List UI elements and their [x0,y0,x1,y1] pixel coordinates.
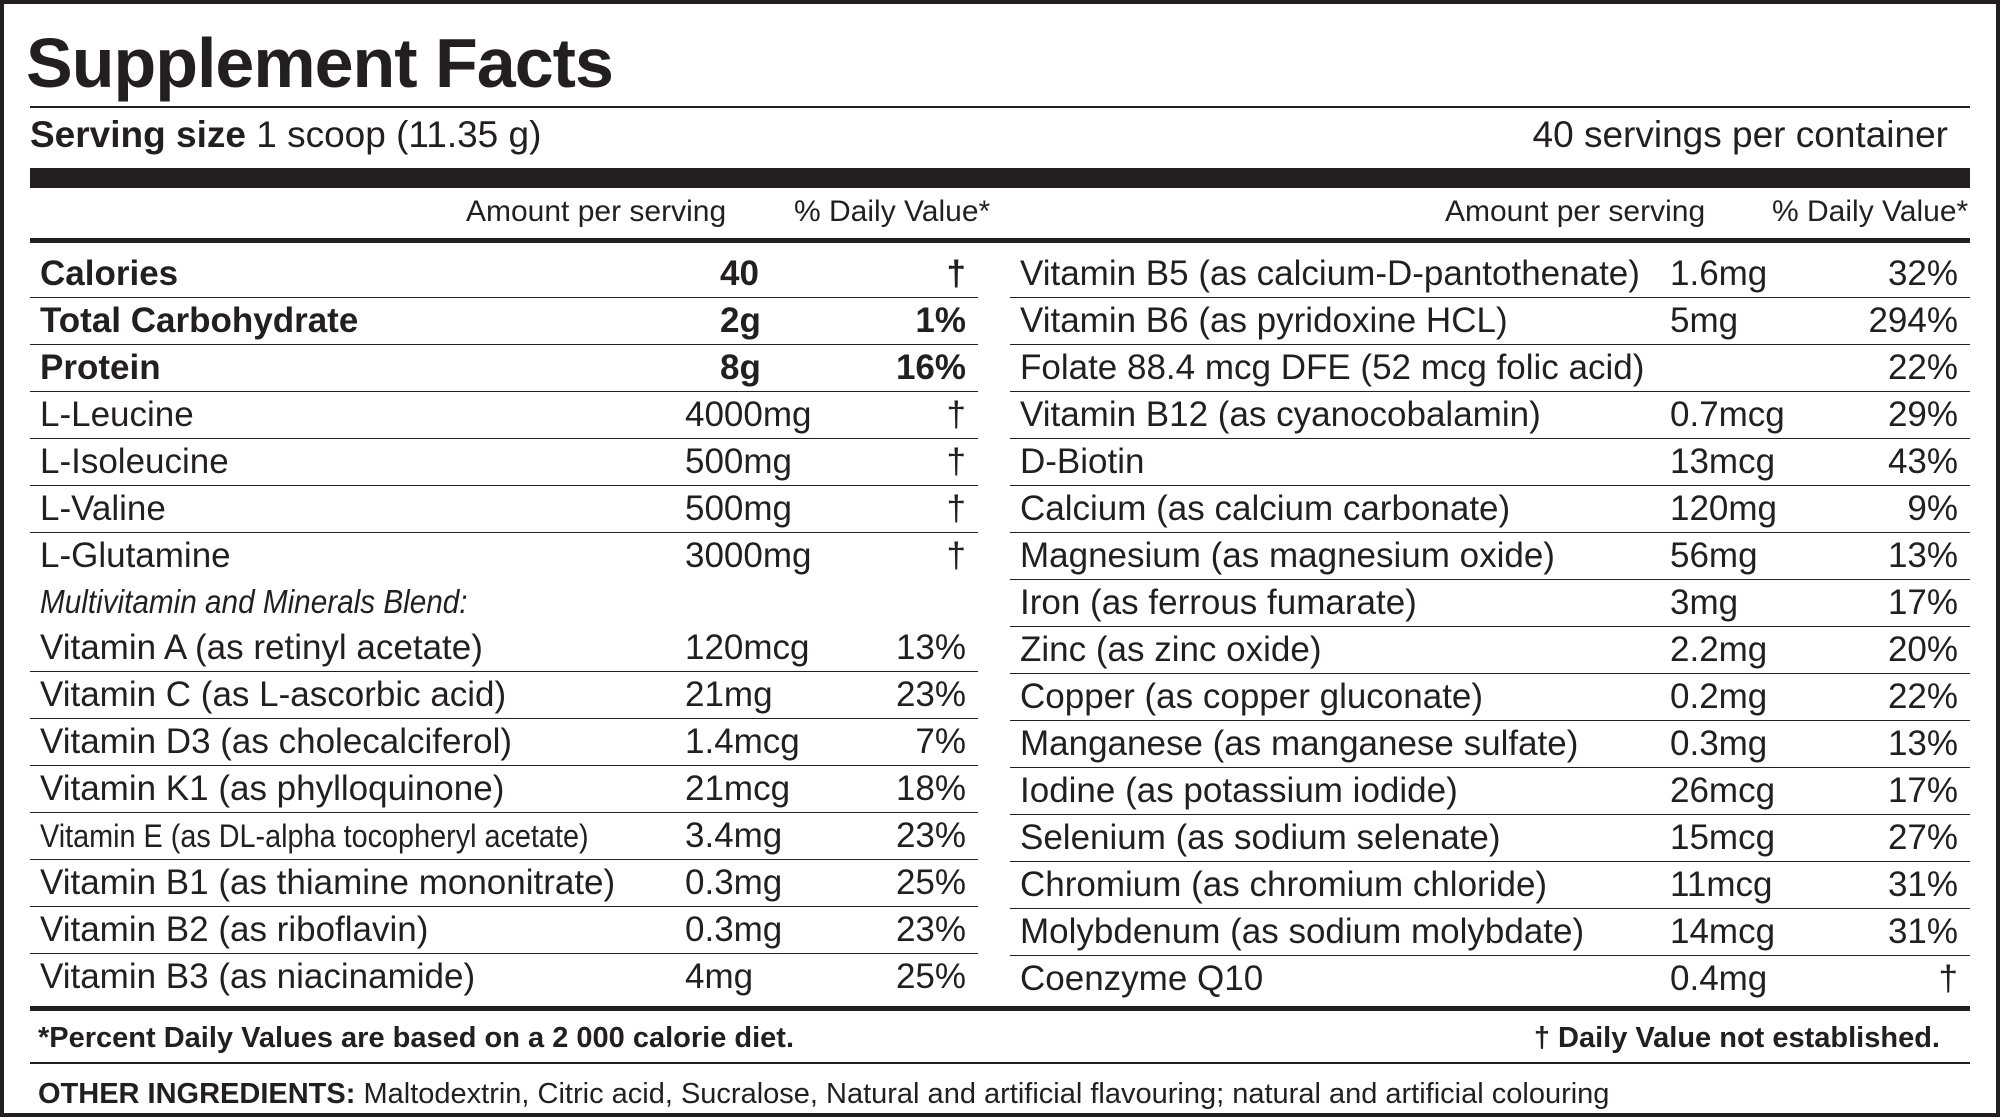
nutrient-daily-value: † [946,395,966,434]
nutrient-row [30,486,978,533]
footer-divider [30,1006,1970,1011]
nutrient-amount: 120mg [1670,489,1778,528]
nutrient-amount: 0.4mg [1670,959,1768,998]
nutrient-daily-value: 294% [1868,301,1958,340]
nutrient-row [1010,439,1970,486]
nutrient-name: Vitamin B12 (as cyanocobalamin) [1020,395,1541,434]
nutrient-amount: 120mcg [685,628,810,667]
panel-title: Supplement Facts [26,24,613,102]
nutrient-name: Vitamin B6 (as pyridoxine HCL) [1020,301,1508,340]
header-divider [30,238,1970,243]
nutrient-daily-value: † [946,442,966,481]
nutrient-daily-value: 13% [895,628,966,667]
nutrient-row [1010,298,1970,345]
divider [30,106,1970,108]
nutrient-row [30,345,978,392]
nutrient-row [30,907,978,954]
nutrient-name: Protein [40,348,161,387]
nutrient-amount: 15mcg [1670,818,1776,857]
nutrient-daily-value: 32% [1887,254,1958,293]
nutrient-daily-value: † [946,536,966,575]
nutrient-amount: 0.3mg [685,910,783,949]
nutrient-name: Vitamin B5 (as calcium-D-pantothenate) [1020,254,1640,293]
nutrient-daily-value: 31% [1887,912,1958,951]
nutrient-name: Vitamin D3 (as cholecalciferol) [40,722,513,761]
nutrient-name: Vitamin A (as retinyl acetate) [40,628,483,667]
thick-divider [30,168,1970,188]
nutrient-name: Vitamin E (as DL-alpha tocopheryl acetate) [40,818,589,854]
nutrient-row [1010,392,1970,439]
nutrient-amount: 2g [720,301,761,340]
nutrient-amount: 5mg [1670,301,1739,340]
nutrient-amount: 14mcg [1670,912,1776,951]
nutrient-name: Calcium (as calcium carbonate) [1020,489,1511,528]
nutrient-daily-value: 9% [1907,489,1958,528]
nutrient-amount: 13mcg [1670,442,1776,481]
nutrient-daily-value: 7% [915,722,966,761]
nutrient-amount: 26mcg [1670,771,1776,810]
nutrient-daily-value: 22% [1887,677,1958,716]
nutrient-amount: 8g [720,348,761,387]
nutrient-daily-value: † [946,489,966,528]
nutrient-daily-value: 16% [895,348,966,387]
nutrient-name: Vitamin B2 (as riboflavin) [40,910,429,949]
nutrient-amount: 1.6mg [1670,254,1768,293]
nutrient-amount: 0.7mcg [1670,395,1785,434]
nutrient-row [30,579,978,625]
nutrient-amount: 21mg [685,675,773,714]
nutrient-row [1010,768,1970,815]
nutrient-name: L-Glutamine [40,536,231,575]
nutrient-row [30,860,978,907]
nutrient-name: Magnesium (as magnesium oxide) [1020,536,1555,575]
nutrient-daily-value: † [1938,959,1958,998]
nutrient-amount: 40 [720,254,759,293]
nutrient-row [1010,627,1970,674]
nutrient-amount: 1.4mcg [685,722,800,761]
nutrient-row [30,625,978,672]
nutrient-row [30,298,978,345]
nutrient-amount: 0.3mg [685,863,783,902]
nutrient-row [1010,815,1970,862]
serving-size-value: 1 scoop (11.35 g) [256,114,542,155]
nutrient-amount: 0.3mg [1670,724,1768,763]
right-nutrient-column [1010,251,1970,1002]
nutrient-amount: 21mcg [685,769,791,808]
footnotes [38,1016,1962,1060]
nutrient-amount: 11mcg [1670,865,1773,904]
nutrient-name: L-Isoleucine [40,442,229,481]
nutrient-daily-value: 23% [895,816,966,855]
percent-daily-footnote: *Percent Daily Values are based on a 2 000 calorie diet. [38,1022,794,1054]
nutrient-daily-value: 23% [895,675,966,714]
nutrient-name: Manganese (as manganese sulfate) [1020,724,1579,763]
nutrient-row [30,766,978,813]
nutrient-amount: 2.2mg [1670,630,1768,669]
nutrient-name: D-Biotin [1020,442,1145,481]
other-ingredients-value: Maltodextrin, Citric acid, Sucralose, Natural and artificial flavouring; natural and artificial colouring [355,1078,1610,1110]
nutrient-row [30,954,978,1000]
ingredients-divider [30,1062,1970,1064]
nutrient-daily-value: 25% [895,957,966,996]
nutrient-name: Folate 88.4 mcg DFE (52 mcg folic acid) [1020,348,1645,387]
left-amount-header: Amount per serving [466,195,727,228]
left-nutrient-column [30,251,978,1000]
nutrient-amount: 56mg [1670,536,1758,575]
dagger-footnote: † Daily Value not established. [1533,1022,1940,1054]
nutrient-name: Selenium (as sodium selenate) [1020,818,1501,857]
nutrient-name: Vitamin C (as L-ascorbic acid) [40,675,507,714]
nutrient-daily-value: 22% [1887,348,1958,387]
nutrient-amount: 500mg [685,489,793,528]
nutrient-amount: 500mg [685,442,793,481]
nutrient-row [30,813,978,860]
nutrient-row [1010,533,1970,580]
nutrient-name: Chromium (as chromium chloride) [1020,865,1548,904]
nutrient-daily-value: 27% [1887,818,1958,857]
nutrient-name: Total Carbohydrate [40,301,359,340]
nutrient-row [1010,251,1970,298]
nutrient-name: Iodine (as potassium iodide) [1020,771,1458,810]
servings-per-container: 40 servings per container [1532,114,1948,155]
nutrient-amount: 3mg [1670,583,1739,622]
nutrient-amount: 0.2mg [1670,677,1768,716]
nutrient-row [1010,345,1970,392]
nutrient-name: Iron (as ferrous fumarate) [1020,583,1417,622]
nutrient-name: Molybdenum (as sodium molybdate) [1020,912,1585,951]
nutrient-row [1010,674,1970,721]
nutrient-row [1010,721,1970,768]
nutrient-name: Coenzyme Q10 [1020,959,1264,998]
nutrient-daily-value: 31% [1887,865,1958,904]
nutrient-row [1010,862,1970,909]
nutrient-daily-value: 29% [1887,395,1958,434]
nutrient-name: Vitamin K1 (as phylloquinone) [40,769,505,808]
nutrient-row [30,533,978,579]
nutrient-row [30,439,978,486]
serving-size-label: Serving size [30,114,246,155]
nutrient-name: Calories [40,254,179,293]
nutrient-row [1010,486,1970,533]
nutrient-amount: 3.4mg [685,816,783,855]
nutrient-daily-value: 17% [1887,771,1958,810]
nutrient-name: Multivitamin and Minerals Blend: [40,583,468,620]
nutrient-row [30,251,978,298]
nutrient-daily-value: 23% [895,910,966,949]
nutrient-daily-value: 1% [915,301,966,340]
right-amount-header: Amount per serving [1445,195,1706,228]
nutrient-row [30,672,978,719]
nutrient-daily-value: 18% [895,769,966,808]
nutrient-row [30,392,978,439]
nutrient-name: Zinc (as zinc oxide) [1020,630,1322,669]
nutrient-amount: 3000mg [685,536,812,575]
nutrient-daily-value: 20% [1887,630,1958,669]
nutrient-amount: 4000mg [685,395,812,434]
nutrient-row [1010,956,1970,1002]
right-dv-header: % Daily Value* [1772,195,1969,228]
nutrient-daily-value: 13% [1887,724,1958,763]
nutrient-daily-value: 17% [1887,583,1958,622]
nutrient-daily-value: 43% [1887,442,1958,481]
serving-row [30,110,1970,160]
nutrient-row [1010,580,1970,627]
nutrient-name: Copper (as copper gluconate) [1020,677,1484,716]
nutrient-name: Vitamin B1 (as thiamine mononitrate) [40,863,616,902]
left-dv-header: % Daily Value* [794,195,991,228]
nutrient-row [30,719,978,766]
nutrient-daily-value: 25% [895,863,966,902]
nutrient-daily-value: † [946,254,966,293]
nutrient-name: L-Leucine [40,395,194,434]
nutrient-daily-value: 13% [1887,536,1958,575]
other-ingredients-label: OTHER INGREDIENTS: [38,1078,356,1110]
nutrient-name: L-Valine [40,489,166,528]
nutrient-amount: 4mg [685,957,754,996]
other-ingredients [38,1072,1609,1116]
nutrient-name: Vitamin B3 (as niacinamide) [40,957,476,996]
nutrient-row [1010,909,1970,956]
